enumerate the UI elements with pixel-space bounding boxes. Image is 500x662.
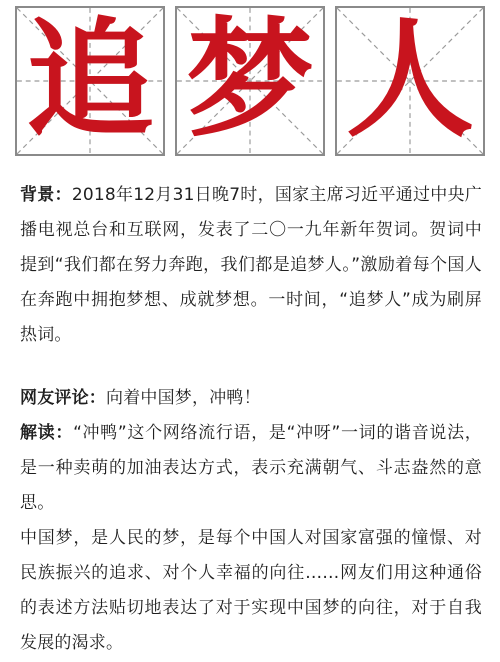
interpretation-paragraph [20,416,482,521]
netizen-comment-text: 向着中国梦，冲鸭！ [106,388,261,408]
title-char-meng: 梦 [185,6,314,155]
title-char-box-2 [175,6,325,156]
title-char-box-3 [335,6,485,156]
background-text: 2018年12月31日晚7时，国家主席习近平通过中央广播电视总台和互联网，发表了二〇一九年新年贺词。贺词中提到“我们都在努力奔跑，我们都是追梦人。”激励着每个国人在奔跑中拥抱梦想、成就梦想。一时间，“追梦人”成为刷屏热词。 [20,185,482,345]
title-char-ren: 人 [345,6,474,155]
interpretation-label: 解读： [20,423,74,443]
article-body [20,178,482,661]
netizen-comment-paragraph [20,381,482,416]
title-char-zhui: 追 [25,6,154,155]
china-dream-text: 中国梦，是人民的梦，是每个中国人对国家富强的憧憬、对民族振兴的追求、对个人幸福的向往……网友们用这种通俗的表述方法贴切地表达了对于实现中国梦的向往，对于自我发展的渴求。 [20,528,482,653]
china-dream-paragraph [20,521,482,661]
netizen-comment-label: 网友评论： [20,388,106,408]
background-label: 背景： [20,185,72,205]
paragraph-gap [20,353,482,381]
title-banner [15,6,485,156]
title-char-box-1 [15,6,165,156]
interpretation-text: “冲鸭”这个网络流行语，是“冲呀”一词的谐音说法，是一种卖萌的加油表达方式，表示充满朝气、斗志盎然的意思。 [20,423,482,513]
background-paragraph [20,178,482,353]
